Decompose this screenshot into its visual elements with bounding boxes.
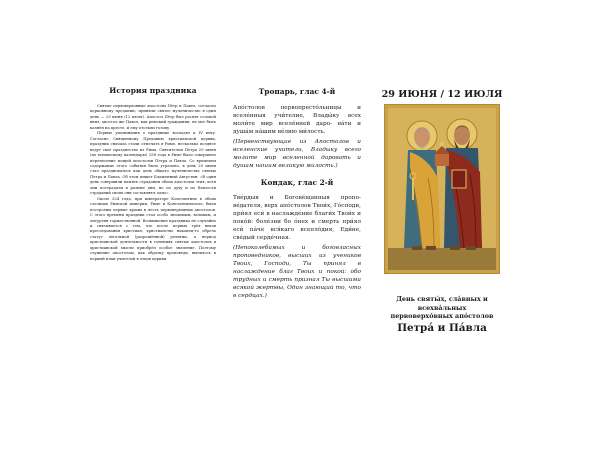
caption-line: всехва́льных bbox=[417, 303, 467, 312]
hymns-column bbox=[233, 82, 361, 300]
kontakion-russian: (Непоколебимых и боговласных проповедников, высших из учеников Твоих, Господи, Ты принял в наслаждение благ Твоих и покой: обо трудных и смерть признал Ты высшими всякой жертвы, Один знающий то, что в сердцах.) bbox=[233, 245, 361, 299]
troparion-title: Тропарь, глас 4-й bbox=[258, 87, 336, 96]
apostles-icon bbox=[385, 105, 499, 273]
troparion-slavonic: Апо́столов первопресто́льницы и вселе́нныя учи́телие, Влады́ку всех моли́те мир вселе́нней даро- ва́ти и душа́м на́шим ве́лию ми́лость. bbox=[233, 105, 361, 135]
feast-caption bbox=[377, 295, 507, 335]
history-column bbox=[90, 82, 216, 262]
troparion-russian: (Первенствующие из Апостолов и вселенские учители, Владыку всего молите мир вселенной даровать и душам нашим великую милость.) bbox=[233, 139, 361, 169]
caption-line: первоверхо́вных апо́столов bbox=[390, 312, 494, 321]
history-paragraph: Около 324 года, при императоре Константине в обоих столицах Римской империи, Риме и Константинополе, были построены первые храмы в честь первоверховных апостолов. С этого времени праздник стал особо значимым, великим, и литургия торжественной. Возвышение праздника не случайно и связывается с тем, что после первых трёх веков преследования христиан, христианство наконец-то обрело статус легальной (разрешённой) религии, а период христианской деятельности в гонениях святых апостолов в христианской мысли приобрёл особое значение. Поэтому служение апостолам, как образцу проповеди, вылилось в первый план учителей в отцов церкви. bbox=[90, 196, 216, 261]
feast-date: 29 ИЮНЯ / 12 ИЮЛЯ bbox=[381, 89, 503, 100]
kontakion-title: Кондак, глас 2-й bbox=[260, 178, 334, 187]
apostles-icon-image bbox=[388, 108, 496, 270]
kontakion-slavonic: Тве́рдыя и Богове́щанныя пропо- ве́дателя, верх апо́столов Твои́х, Го́споди, при́ял еси́ в наслажде́ние благи́х Твои́х и поко́й: боле́зни бо о́нех и смерть при́ял еси́ па́че вся́каго всепло́дия, Еди́не, све́дый серде́чная. bbox=[233, 195, 361, 241]
caption-line: День святы́х, сла́вных и bbox=[396, 295, 488, 303]
history-title: История праздника bbox=[109, 86, 197, 95]
history-paragraph: Первые упоминания о празднике восходят к IV веку. Согласно Священному Преданию христианской церкви, праздник сначала стали отмечать в Риме, несколько позднее ведут своё празднество из Рима. Святителем Петра 29 июня (по юлианскому календарю) 258 года в Риме было совершено перенесение мощей апостолов Петра и Павла. Со временем содержание этого события было утрачено, в день 29 июня стал праздноваться как день общего мученичества святых Петра и Павла. Об этом пишет Блаженный Августин: «В один день совершили память страдания обоих апостолов этих, хотя они пострадали в разные дни, но по духу и по близости страданий своих они составляют одно». bbox=[90, 131, 216, 196]
cover-column bbox=[377, 82, 507, 335]
apostles-names: Петра́ и Па́вла bbox=[397, 321, 487, 334]
history-paragraph: Святые первоверховные апостолы Пётр и Павел, согласно церковному преданию, приняли святое мученичество в один день — 29 июня (12 июля). Апостол Пётр был распят головой вниз, апостол же Павел, как римский гражданин, не мог быть казнён на кресте, и ему отсекли голову. bbox=[90, 104, 216, 130]
